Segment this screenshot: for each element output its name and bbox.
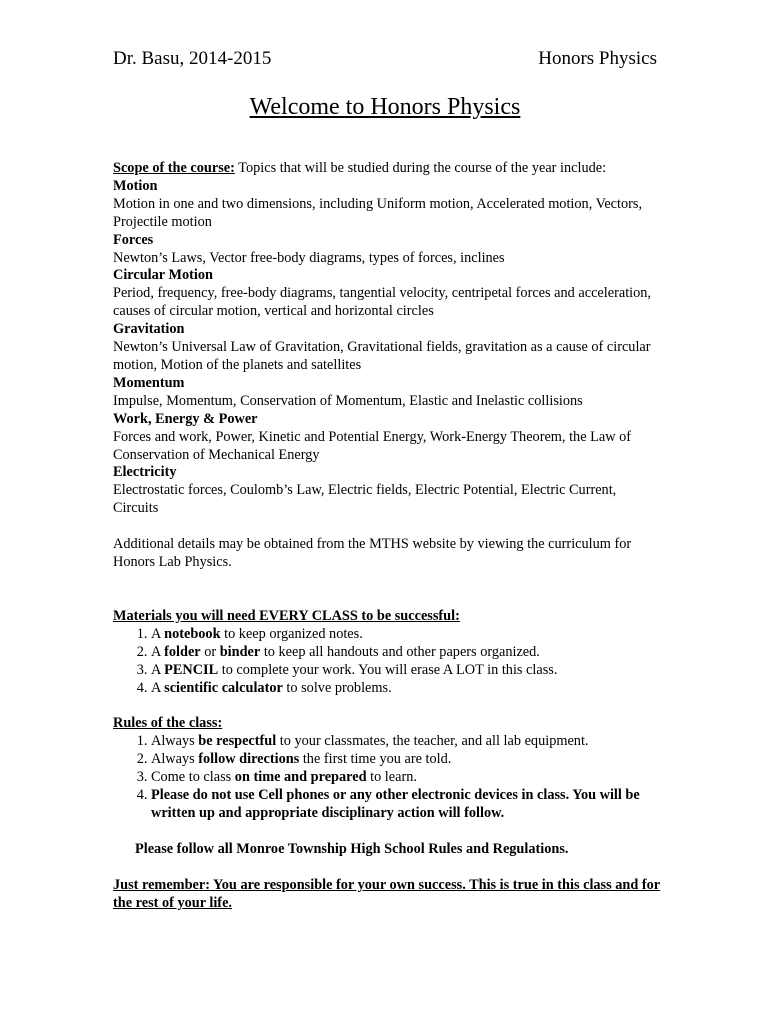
scope-intro [113,160,661,178]
list-item: 1. A notebook to keep organized notes. [151,626,661,644]
topic-description: Newton’s Laws, Vector free-body diagrams, types of forces, inclines [113,249,505,266]
topic-heading: Electricity [113,464,177,481]
topic-momentum [113,375,661,411]
document-body [113,160,661,913]
page-header [113,48,657,72]
list-item: 4. Please do not use Cell phones or any other electronic devices in class. You will be written up and appropriate disciplinary action will follow. [151,787,661,823]
header-course-name: Honors Physics [538,48,657,69]
rules-list [113,733,661,823]
topic-description: Motion in one and two dimensions, including Uniform motion, Accelerated motion, Vectors, Projectile motion [113,195,643,230]
scope-intro-text: Topics that will be studied during the course of the year include: [234,160,607,176]
scope-label: Scope of the course: [113,160,235,176]
header-instructor-year: Dr. Basu, 2014-2015 [113,48,272,69]
topic-description: Impulse, Momentum, Conservation of Momentum, Elastic and Inelastic collisions [113,392,583,409]
topic-heading: Work, Energy & Power [113,410,258,427]
topic-work-energy-power [113,411,661,465]
list-item: 2. A folder or binder to keep all handouts and other papers organized. [151,644,661,662]
topic-description: Forces and work, Power, Kinetic and Potential Energy, Work-Energy Theorem, the Law of Conservation of Mechanical Energy [113,428,631,463]
list-item: 3. Come to class on time and prepared to learn. [151,769,661,787]
list-item: 4. A scientific calculator to solve problems. [151,680,661,698]
topic-description: Period, frequency, free-body diagrams, tangential velocity, centripetal forces and acceleration, causes of circular motion, vertical and horizontal circles [113,285,652,320]
topic-heading: Circular Motion [113,267,213,284]
topic-forces [113,232,661,268]
topic-gravitation [113,321,661,375]
topic-heading: Gravitation [113,321,185,338]
list-item: 2. Always follow directions the first time you are told. [151,751,661,769]
rules-heading: Rules of the class: [113,715,223,732]
materials-heading: Materials you will need EVERY CLASS to be successful: [113,607,460,624]
list-item: 3. A PENCIL to complete your work. You will erase A LOT in this class. [151,662,661,680]
topic-circular-motion [113,267,661,321]
materials-list [113,626,661,698]
topic-description: Electrostatic forces, Coulomb’s Law, Electric fields, Electric Potential, Electric Current, Circuits [113,482,617,517]
list-item: 1. Always be respectful to your classmates, the teacher, and all lab equipment. [151,733,661,751]
topic-electricity [113,464,661,518]
closing-statement: Just remember: You are responsible for your own success. This is true in this class and for the rest of your life. [113,876,661,911]
topic-heading: Motion [113,177,158,194]
topic-heading: Forces [113,231,154,248]
page-title: Welcome to Honors Physics [249,94,521,120]
topic-motion [113,178,661,232]
topic-heading: Momentum [113,374,185,391]
topic-description: Newton’s Universal Law of Gravitation, Gravitational fields, gravitation as a cause of circular motion, Motion of the planets and satellites [113,339,651,373]
additional-details: Additional details may be obtained from the MTHS website by viewing the curriculum for Honors Lab Physics. [113,536,632,571]
school-rules-note: Please follow all Monroe Township High School Rules and Regulations. [135,840,569,857]
